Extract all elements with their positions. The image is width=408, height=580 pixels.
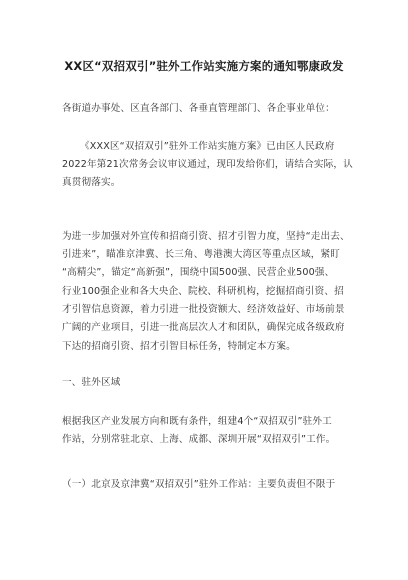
intro-line-1: 为进一步加强对外宣传和招商引资、招才引智力度，坚持“走出去、 [62,231,350,242]
subsection-line-1: （一）北京及京津冀“双招双引”驻外工作站：主要负责但不限于 [62,479,336,490]
intro-line-6: 广阔的产业项目，引进一批高层次人才和团队，确保完成各级政府 [62,322,345,333]
salutation: 各街道办事处、区直各部门、各垂直管理部门、各企事业单位： [62,103,335,114]
intro-line-3: “高精尖”，锚定“高新强”，围绕中国500强、民营企业500强、 [62,267,335,278]
notice-line-2: 2022年第21次常务会议审议通过，现印发给你们，请结合实际，认 [62,159,353,170]
intro-line-2: 引进来”，瞄准京津冀、长三角、粤港澳大湾区等重点区域，紧盯 [62,249,340,260]
document-title: XX区“双招双引”驻外工作站实施方案的通知鄂康政发 [64,59,344,73]
notice-line-1: 《XXX区“双招双引”驻外工作站实施方案》已由区人民政府 [80,141,335,152]
intro-line-5: 才引智信息资源，着力引进一批投资额大、经济效益好、市场前景 [62,304,345,315]
section1-line-1: 根据我区产业发展方向和既有条件，组建4个“双招双引”驻外工 [62,416,332,427]
notice-line-3: 真贯彻落实。 [62,177,121,188]
intro-line-7: 下达的招商引资、招才引智目标任务，特制定本方案。 [62,341,296,352]
intro-line-4: 行业100强企业和各大央企、院校、科研机构，挖掘招商引资、招 [62,286,344,297]
section1-line-2: 作站，分别常驻北京、上海、成都、深圳开展“双招双引”工作。 [62,434,336,445]
section-heading-1: 一、驻外区域 [62,377,121,388]
